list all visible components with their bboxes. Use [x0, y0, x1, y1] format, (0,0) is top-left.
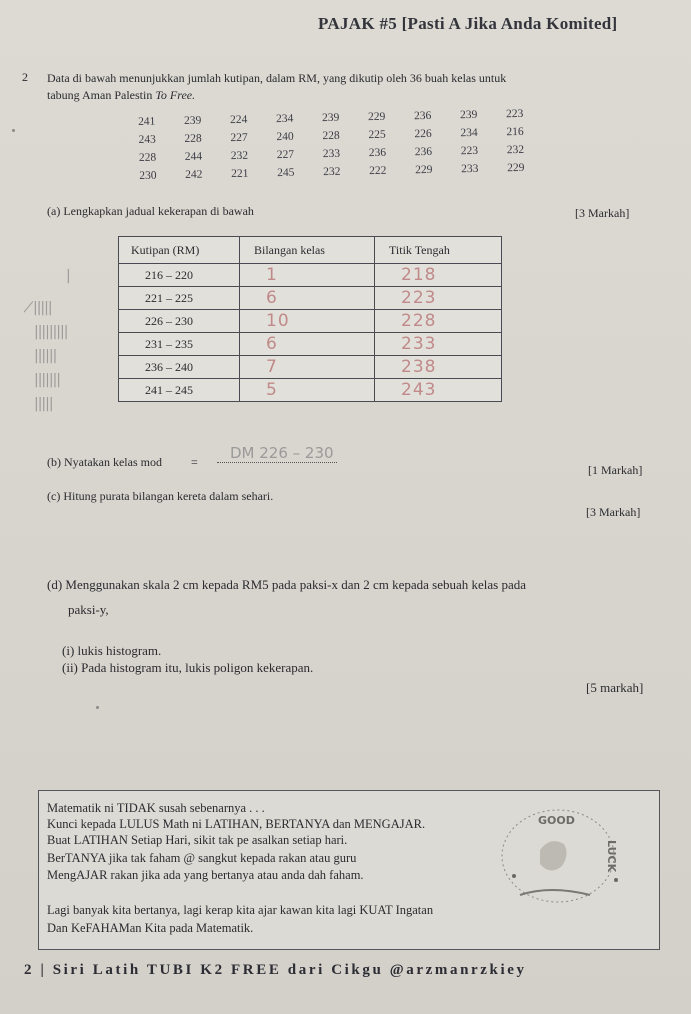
footer-text: 2 | Siri Latih TUBI K2 FREE dari Cikgu @arzmanrzkiey: [24, 962, 527, 978]
range-cell: 226 – 230: [119, 310, 240, 333]
range-cell: 241 – 245: [119, 379, 240, 402]
table-row: [119, 356, 502, 379]
count-cell[interactable]: 1: [240, 264, 375, 287]
table-header-row: [119, 237, 502, 264]
question-text-line2: tabung Aman Palestin To Free.: [47, 88, 196, 102]
count-cell[interactable]: 6: [240, 333, 375, 356]
data-value: 239: [459, 108, 478, 122]
mode-answer-line: [217, 462, 337, 463]
data-value: 244: [184, 150, 203, 164]
tally-mark: |||||: [34, 396, 53, 412]
question-text-line1: Data di bawah menunjukkan jumlah kutipan, dalam RM, yang dikutip oleh 36 buah kelas untuk: [47, 71, 507, 85]
data-value: 227: [230, 131, 248, 145]
part-b-label: (b) Nyatakan kelas mod =: [47, 455, 198, 469]
part-d-sub-ii: (ii) Pada histogram itu, lukis poligon kekerapan.: [62, 660, 314, 675]
data-value: 243: [138, 133, 156, 146]
question-text: [47, 70, 647, 104]
data-value: 241: [138, 115, 156, 128]
table-row: [119, 264, 502, 287]
data-value: 234: [275, 112, 294, 126]
data-value: 216: [506, 125, 524, 139]
data-value: 239: [183, 114, 202, 128]
range-cell: 216 – 220: [119, 264, 240, 287]
count-cell[interactable]: 5: [240, 379, 375, 402]
part-d-marks: [5 markah]: [586, 680, 644, 695]
data-value: 222: [369, 164, 387, 178]
data-value: 232: [323, 165, 341, 179]
tally-mark: ||||||: [34, 348, 57, 364]
speck: [96, 706, 99, 709]
motivation-line6: Lagi banyak kita bertanya, lagi kerap kita ajar kawan kita lagi KUAT Ingatan: [47, 903, 434, 917]
good-luck-logo-icon: [480, 800, 630, 920]
tally-mark: ̸|||||: [34, 300, 52, 316]
midpoint-cell[interactable]: 238: [375, 356, 502, 379]
data-value: 242: [185, 168, 203, 182]
data-value: 228: [138, 151, 157, 164]
count-cell[interactable]: 6: [240, 287, 375, 310]
data-value: 221: [231, 167, 249, 181]
fund-name: To Free.: [155, 88, 196, 102]
table-row: [119, 379, 502, 402]
data-value: 232: [506, 143, 525, 157]
range-cell: 221 – 225: [119, 287, 240, 310]
data-value: 223: [460, 144, 479, 158]
mode-answer-handwritten: DM 226 – 230: [230, 444, 334, 462]
count-cell[interactable]: 7: [240, 356, 375, 379]
header-bilangan: Bilangan kelas: [240, 237, 375, 264]
data-value: 229: [367, 110, 386, 124]
tally-mark: |||||||||: [34, 324, 68, 340]
data-value: 224: [229, 113, 248, 127]
tally-mark: |||||||: [34, 372, 61, 388]
motivation-line1: Matematik ni TIDAK susah sebenarnya . . .: [47, 801, 265, 815]
logo-text-top: GOOD: [538, 814, 575, 827]
midpoint-cell[interactable]: 223: [375, 287, 502, 310]
motivation-line7: Dan KeFAHAMan Kita pada Matematik.: [47, 921, 254, 935]
count-cell[interactable]: 10: [240, 310, 375, 333]
part-d-line2: paksi-y,: [68, 602, 109, 617]
motivation-line2: Kunci kepada LULUS Math ni LATIHAN, BERTANYA dan MENGAJAR.: [47, 817, 426, 831]
question-number: 2: [22, 70, 28, 84]
data-value: 226: [414, 127, 432, 141]
data-value: 227: [276, 148, 295, 162]
motivation-line3: Buat LATIHAN Setiap Hari, sikit tak pe asalkan setiap hari.: [47, 833, 348, 847]
range-cell: 231 – 235: [119, 333, 240, 356]
tally-mark: |: [66, 268, 70, 284]
data-grid: [138, 108, 539, 187]
midpoint-cell[interactable]: 243: [375, 379, 502, 402]
data-value: 229: [507, 161, 525, 175]
table-row: [119, 333, 502, 356]
range-cell: 236 – 240: [119, 356, 240, 379]
midpoint-cell[interactable]: 233: [375, 333, 502, 356]
motivation-line4: BerTANYA jika tak faham @ sangkut kepada rakan atau guru: [47, 851, 357, 865]
data-value: 236: [413, 109, 432, 123]
data-value: 232: [230, 149, 249, 163]
data-value: 228: [322, 129, 340, 143]
data-value: 234: [460, 126, 478, 140]
part-a-label: (a) Lengkapkan jadual kekerapan di bawah: [47, 204, 254, 218]
header-titik: Titik Tengah: [375, 237, 502, 264]
data-value: 229: [415, 163, 433, 177]
data-value: 236: [414, 145, 433, 159]
data-value: 245: [277, 166, 295, 180]
data-value: 239: [321, 111, 340, 125]
part-c-marks: [3 Markah]: [586, 505, 641, 519]
table-row: [119, 287, 502, 310]
data-value: 233: [461, 162, 479, 176]
part-b-marks: [1 Markah]: [588, 463, 643, 477]
data-value: 240: [276, 130, 294, 144]
part-d-line1: (d) Menggunakan skala 2 cm kepada RM5 pada paksi-x dan 2 cm kepada sebuah kelas pada: [47, 577, 527, 592]
part-a-marks: [3 Markah]: [575, 206, 630, 220]
table-row: [119, 310, 502, 333]
data-value: 225: [368, 128, 386, 142]
data-value: 230: [139, 169, 157, 182]
speck: [12, 129, 15, 132]
page-title: PAJAK #5 [Pasti A Jika Anda Komited]: [318, 14, 618, 33]
data-value: 233: [322, 147, 341, 161]
data-value: 236: [368, 146, 387, 160]
logo-text-side: LUCK: [605, 840, 618, 873]
midpoint-cell[interactable]: 228: [375, 310, 502, 333]
header-kutipan: Kutipan (RM): [119, 237, 240, 264]
data-value: 223: [505, 107, 524, 121]
part-d-sub-i: (i) lukis histogram.: [62, 643, 162, 658]
midpoint-cell[interactable]: 218: [375, 264, 502, 287]
part-c-label: (c) Hitung purata bilangan kereta dalam sehari.: [47, 489, 274, 503]
motivation-line5: MengAJAR rakan jika ada yang bertanya atau anda dah faham.: [47, 868, 364, 882]
frequency-table: [118, 236, 502, 402]
data-value: 228: [184, 132, 202, 146]
